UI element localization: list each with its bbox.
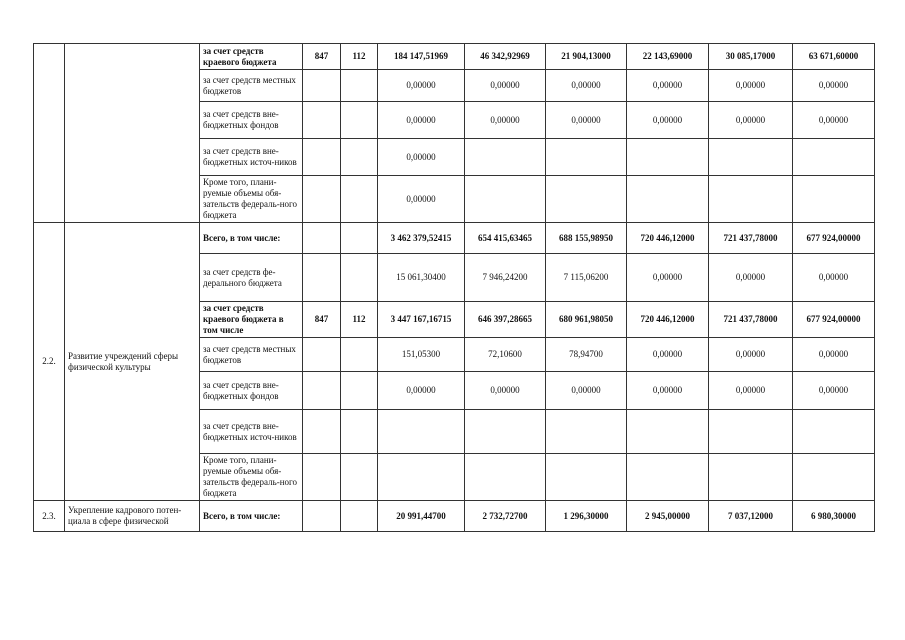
funding-source: за счет средств вне-бюджетных источ-ников (200, 410, 303, 454)
section-code (341, 223, 378, 254)
section-code (341, 338, 378, 372)
value-cell: 20 991,44700 (378, 501, 465, 532)
funding-source: за счет средств местных бюджетов (200, 338, 303, 372)
value-cell (465, 454, 546, 501)
value-cell (546, 139, 627, 176)
budget-table (33, 43, 875, 532)
value-cell: 7 946,24200 (465, 254, 546, 302)
grbs-code (303, 176, 341, 223)
section-code (341, 102, 378, 139)
funding-source: за счет средств фе-дерального бюджета (200, 254, 303, 302)
grbs-code (303, 139, 341, 176)
funding-source: за счет средств краевого бюджета (200, 44, 303, 70)
grbs-code (303, 70, 341, 102)
value-cell (465, 410, 546, 454)
grbs-code (303, 454, 341, 501)
section-title: Укрепление кадрового потен-циала в сфере физической (65, 501, 200, 532)
value-cell (378, 454, 465, 501)
value-cell: 0,00000 (465, 372, 546, 410)
value-cell: 0,00000 (709, 254, 793, 302)
section-code (341, 372, 378, 410)
funding-source: за счет средств вне-бюджетных источ-ников (200, 139, 303, 176)
value-cell (378, 410, 465, 454)
value-cell: 0,00000 (546, 102, 627, 139)
funding-source: за счет средств местных бюджетов (200, 70, 303, 102)
value-cell: 63 671,60000 (793, 44, 875, 70)
value-cell: 21 904,13000 (546, 44, 627, 70)
value-cell (546, 454, 627, 501)
value-cell: 0,00000 (793, 372, 875, 410)
value-cell (793, 176, 875, 223)
value-cell: 0,00000 (627, 372, 709, 410)
section-code (341, 501, 378, 532)
value-cell (627, 176, 709, 223)
value-cell: 2 945,00000 (627, 501, 709, 532)
value-cell: 184 147,51969 (378, 44, 465, 70)
value-cell (627, 454, 709, 501)
section-number: 2.2. (34, 223, 65, 501)
value-cell: 3 462 379,52415 (378, 223, 465, 254)
value-cell (465, 139, 546, 176)
grbs-code: 847 (303, 302, 341, 338)
value-cell: 0,00000 (378, 139, 465, 176)
value-cell (627, 410, 709, 454)
value-cell (465, 176, 546, 223)
value-cell (709, 176, 793, 223)
value-cell (627, 139, 709, 176)
section-code: 112 (341, 302, 378, 338)
grbs-code: 847 (303, 44, 341, 70)
value-cell: 646 397,28665 (465, 302, 546, 338)
value-cell: 7 037,12000 (709, 501, 793, 532)
value-cell: 0,00000 (793, 254, 875, 302)
value-cell: 0,00000 (709, 70, 793, 102)
table-row (34, 44, 875, 70)
value-cell: 3 447 167,16715 (378, 302, 465, 338)
grbs-code (303, 501, 341, 532)
value-cell: 78,94700 (546, 338, 627, 372)
value-cell: 0,00000 (378, 70, 465, 102)
section-title: Развитие учреждений сферы физической культуры (65, 223, 200, 501)
value-cell: 0,00000 (627, 254, 709, 302)
funding-source: за счет средств вне-бюджетных фондов (200, 372, 303, 410)
value-cell (793, 410, 875, 454)
funding-source: Всего, в том числе: (200, 223, 303, 254)
value-cell: 0,00000 (709, 338, 793, 372)
value-cell: 7 115,06200 (546, 254, 627, 302)
value-cell (709, 454, 793, 501)
grbs-code (303, 410, 341, 454)
value-cell: 0,00000 (709, 372, 793, 410)
section-code (341, 176, 378, 223)
value-cell: 721 437,78000 (709, 223, 793, 254)
grbs-code (303, 102, 341, 139)
value-cell: 6 980,30000 (793, 501, 875, 532)
table-row (34, 501, 875, 532)
value-cell: 0,00000 (793, 338, 875, 372)
section-code (341, 70, 378, 102)
value-cell: 0,00000 (465, 70, 546, 102)
value-cell: 0,00000 (378, 176, 465, 223)
value-cell (793, 139, 875, 176)
value-cell: 0,00000 (793, 70, 875, 102)
section-number: 2.3. (34, 501, 65, 532)
value-cell (793, 454, 875, 501)
value-cell: 22 143,69000 (627, 44, 709, 70)
funding-source: Кроме того, плани-руемые объемы обя-зательств федераль-ного бюджета (200, 454, 303, 501)
value-cell: 677 924,00000 (793, 223, 875, 254)
value-cell: 151,05300 (378, 338, 465, 372)
section-code: 112 (341, 44, 378, 70)
value-cell: 30 085,17000 (709, 44, 793, 70)
value-cell (546, 176, 627, 223)
value-cell (709, 410, 793, 454)
value-cell: 0,00000 (378, 102, 465, 139)
funding-source: Всего, в том числе: (200, 501, 303, 532)
value-cell: 46 342,92969 (465, 44, 546, 70)
value-cell: 0,00000 (627, 102, 709, 139)
value-cell: 688 155,98950 (546, 223, 627, 254)
value-cell: 720 446,12000 (627, 302, 709, 338)
grbs-code (303, 223, 341, 254)
value-cell (709, 139, 793, 176)
value-cell: 0,00000 (709, 102, 793, 139)
value-cell: 72,10600 (465, 338, 546, 372)
grbs-code (303, 372, 341, 410)
value-cell: 0,00000 (465, 102, 546, 139)
section-code (341, 139, 378, 176)
value-cell: 0,00000 (546, 70, 627, 102)
grbs-code (303, 338, 341, 372)
value-cell: 2 732,72700 (465, 501, 546, 532)
value-cell: 720 446,12000 (627, 223, 709, 254)
section-code (341, 410, 378, 454)
funding-source: за счет средств вне-бюджетных фондов (200, 102, 303, 139)
value-cell: 1 296,30000 (546, 501, 627, 532)
value-cell: 0,00000 (627, 338, 709, 372)
section-code (341, 254, 378, 302)
section-code (341, 454, 378, 501)
grbs-code (303, 254, 341, 302)
funding-source: Кроме того, плани-руемые объемы обя-зательств федераль-ного бюджета (200, 176, 303, 223)
value-cell: 0,00000 (378, 372, 465, 410)
value-cell: 0,00000 (793, 102, 875, 139)
value-cell: 677 924,00000 (793, 302, 875, 338)
funding-source: за счет средств краевого бюджета в том числе (200, 302, 303, 338)
value-cell: 721 437,78000 (709, 302, 793, 338)
value-cell: 15 061,30400 (378, 254, 465, 302)
value-cell: 680 961,98050 (546, 302, 627, 338)
value-cell: 0,00000 (546, 372, 627, 410)
value-cell: 654 415,63465 (465, 223, 546, 254)
table-row (34, 223, 875, 254)
value-cell: 0,00000 (627, 70, 709, 102)
value-cell (546, 410, 627, 454)
